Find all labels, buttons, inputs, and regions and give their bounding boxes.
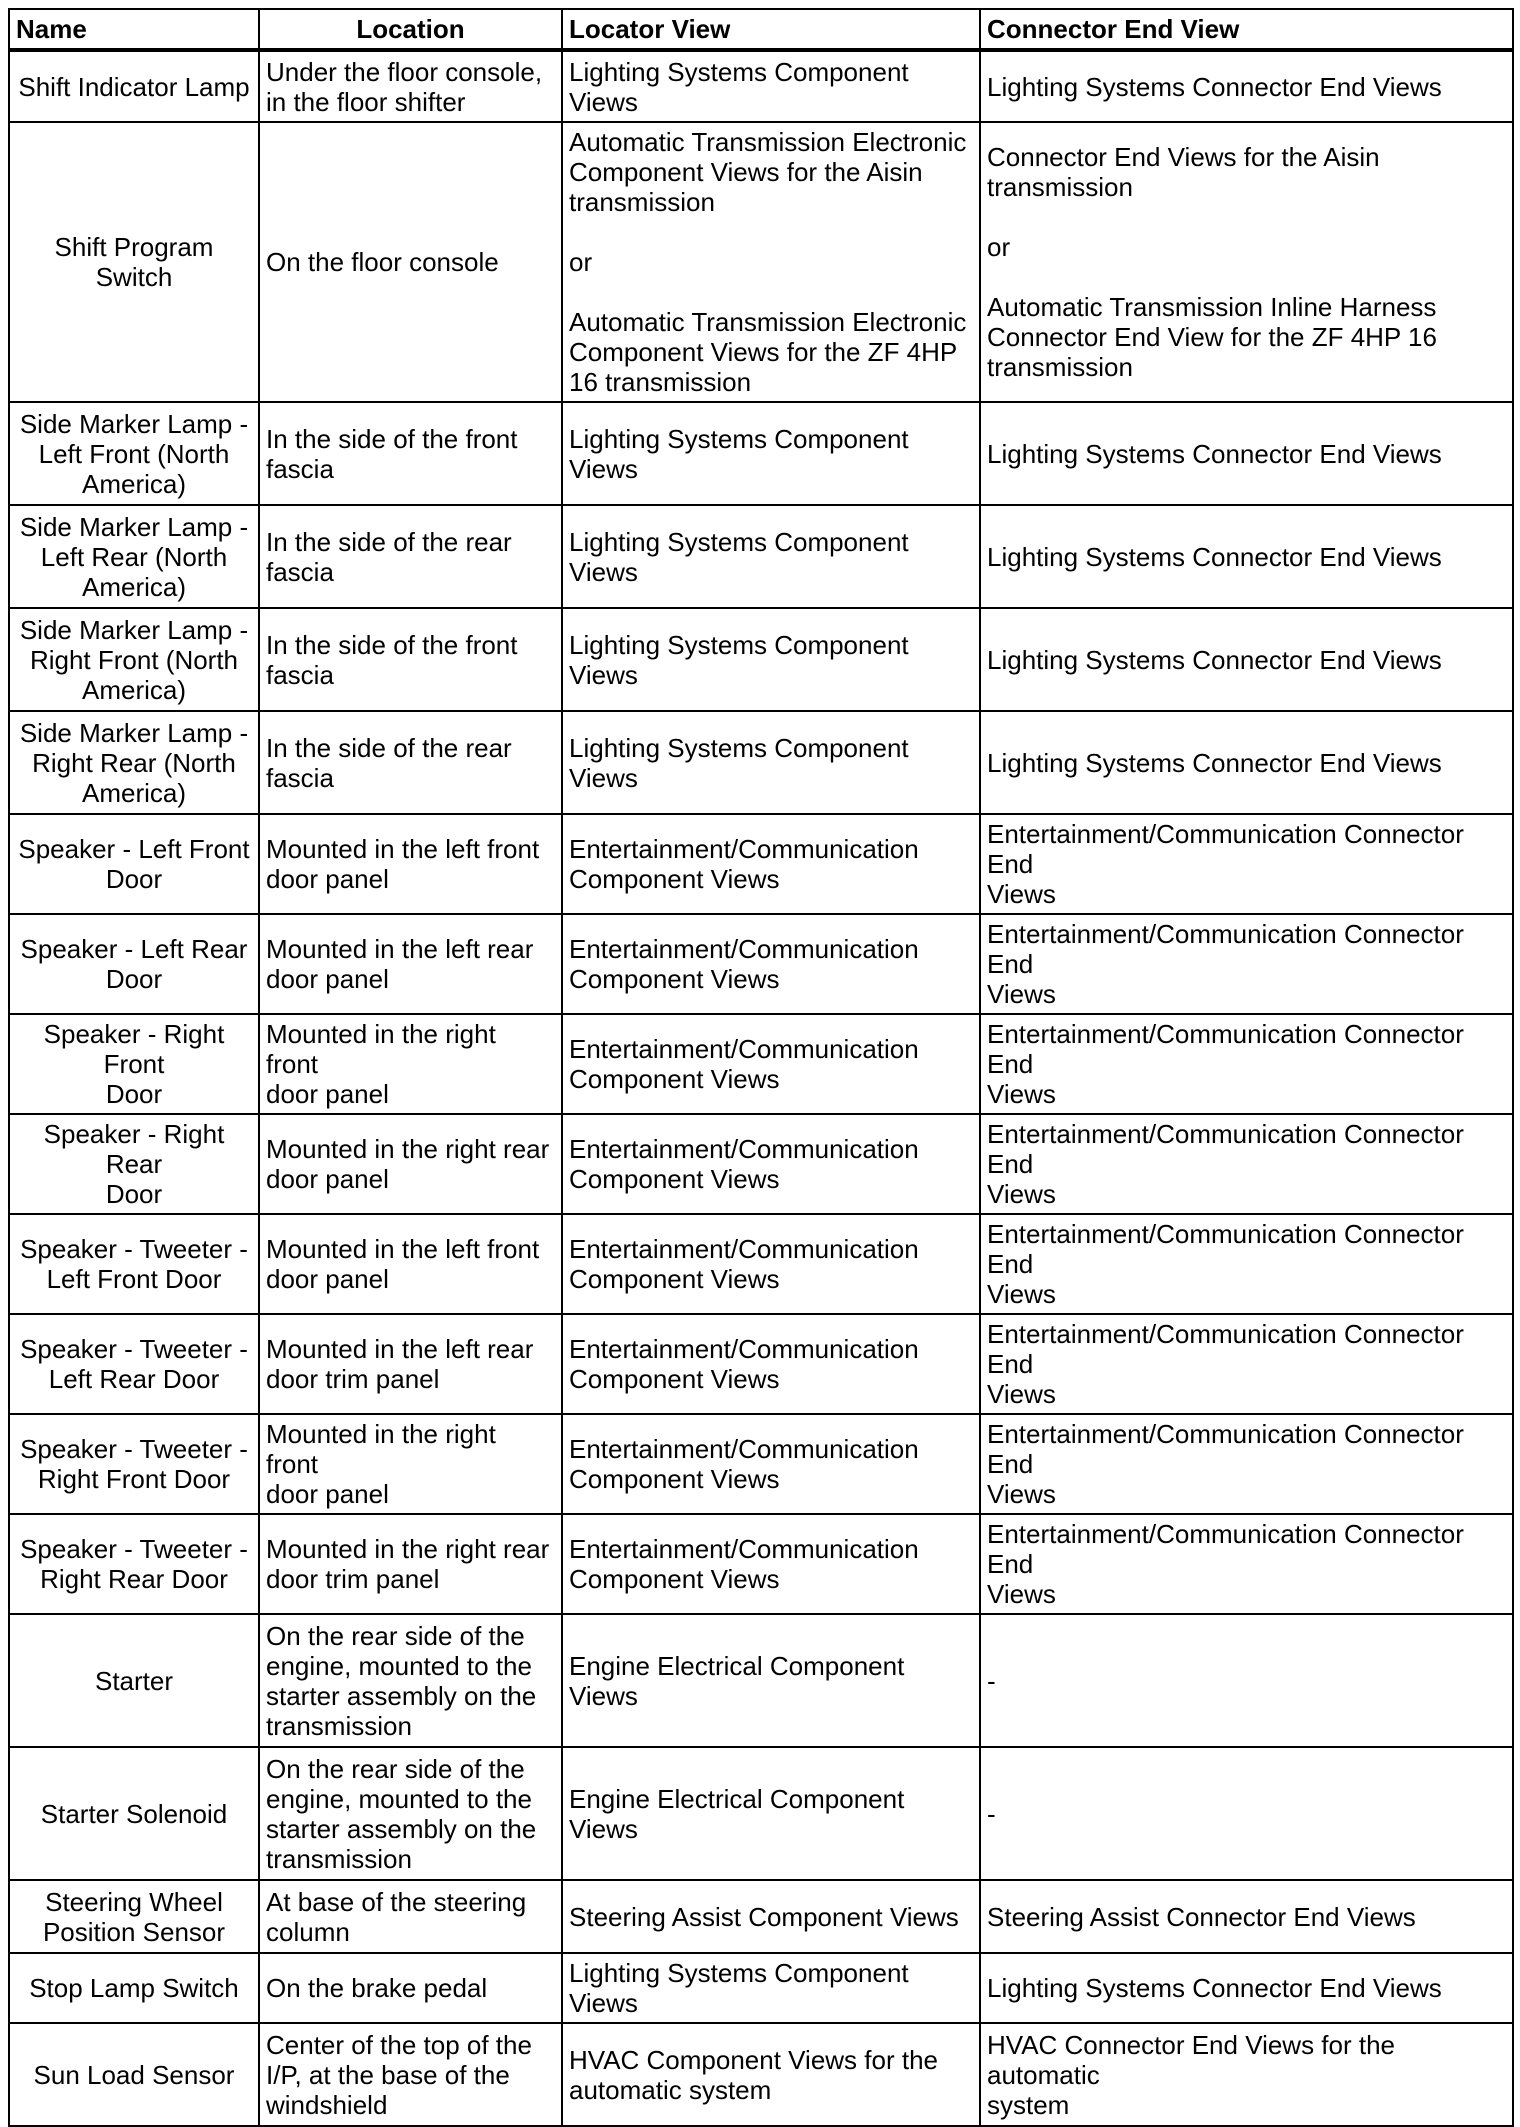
cell-location: In the side of the rear fascia [259,711,562,814]
cell-name: Speaker - Right Rear Door [9,1114,259,1214]
cell-locator-view: Lighting Systems Component Views [562,1953,980,2023]
cell-location: Mounted in the right front door panel [259,1014,562,1114]
table-row [9,1314,1513,1414]
cell-connector-end-view: HVAC Connector End Views for the automatic system [980,2023,1513,2126]
table-header-row [9,9,1513,50]
cell-locator-view: Lighting Systems Component Views [562,711,980,814]
cell-locator-view: Entertainment/Communication Component Views [562,1214,980,1314]
table-row [9,505,1513,608]
cell-name: Speaker - Tweeter - Left Rear Door [9,1314,259,1414]
cell-locator-view: Automatic Transmission Electronic Component Views for the Aisin transmission or Automatic Transmission Electronic Component Views for the ZF 4HP 16 transmission [562,122,980,402]
cell-location: Mounted in the left front door panel [259,1214,562,1314]
table-row [9,814,1513,914]
cell-name: Shift Program Switch [9,122,259,402]
header-connector-end-view: Connector End View [980,9,1513,50]
cell-connector-end-view: Entertainment/Communication Connector End Views [980,1114,1513,1214]
cell-locator-view: Entertainment/Communication Component Views [562,1514,980,1614]
cell-name: Speaker - Tweeter - Left Front Door [9,1214,259,1314]
cell-locator-view: HVAC Component Views for the automatic system [562,2023,980,2126]
cell-location: On the brake pedal [259,1953,562,2023]
cell-locator-view: Entertainment/Communication Component Views [562,1114,980,1214]
cell-connector-end-view: Steering Assist Connector End Views [980,1880,1513,1953]
cell-connector-end-view: Entertainment/Communication Connector End Views [980,814,1513,914]
table-row [9,1014,1513,1114]
cell-locator-view: Steering Assist Component Views [562,1880,980,1953]
cell-locator-view: Entertainment/Communication Component Views [562,1314,980,1414]
cell-name: Side Marker Lamp - Left Front (North America) [9,402,259,505]
table-row [9,50,1513,122]
table-row [9,914,1513,1014]
cell-connector-end-view: Entertainment/Communication Connector End Views [980,914,1513,1014]
cell-connector-end-view: Lighting Systems Connector End Views [980,608,1513,711]
cell-name: Speaker - Left Front Door [9,814,259,914]
cell-name: Sun Load Sensor [9,2023,259,2126]
cell-name: Stop Lamp Switch [9,1953,259,2023]
table-row [9,1214,1513,1314]
cell-location: Center of the top of the I/P, at the base of the windshield [259,2023,562,2126]
cell-locator-view: Entertainment/Communication Component Views [562,814,980,914]
cell-connector-end-view: Connector End Views for the Aisin transmission or Automatic Transmission Inline Harness Connector End View for the ZF 4HP 16 transmission [980,122,1513,402]
cell-connector-end-view: - [980,1614,1513,1747]
cell-locator-view: Entertainment/Communication Component Views [562,914,980,1014]
cell-locator-view: Engine Electrical Component Views [562,1614,980,1747]
cell-connector-end-view: Entertainment/Communication Connector End Views [980,1314,1513,1414]
table-row [9,608,1513,711]
cell-locator-view: Lighting Systems Component Views [562,402,980,505]
cell-location: On the floor console [259,122,562,402]
cell-name: Side Marker Lamp - Left Rear (North America) [9,505,259,608]
table-row [9,711,1513,814]
cell-connector-end-view: Entertainment/Communication Connector End Views [980,1514,1513,1614]
cell-locator-view: Entertainment/Communication Component Views [562,1014,980,1114]
component-locator-table [8,8,1514,2127]
table-row [9,1953,1513,2023]
table-row [9,1880,1513,1953]
cell-name: Side Marker Lamp - Right Front (North America) [9,608,259,711]
cell-location: Mounted in the right rear door trim panel [259,1514,562,1614]
cell-name: Speaker - Tweeter - Right Front Door [9,1414,259,1514]
cell-location: Mounted in the left rear door panel [259,914,562,1014]
cell-location: In the side of the rear fascia [259,505,562,608]
cell-location: On the rear side of the engine, mounted to the starter assembly on the transmission [259,1614,562,1747]
cell-connector-end-view: Lighting Systems Connector End Views [980,505,1513,608]
header-location: Location [259,9,562,50]
cell-connector-end-view: Lighting Systems Connector End Views [980,1953,1513,2023]
table-row [9,2023,1513,2126]
header-name: Name [9,9,259,50]
cell-connector-end-view: - [980,1747,1513,1880]
table-row [9,1414,1513,1514]
cell-connector-end-view: Entertainment/Communication Connector End Views [980,1014,1513,1114]
cell-name: Speaker - Left Rear Door [9,914,259,1014]
cell-connector-end-view: Lighting Systems Connector End Views [980,402,1513,505]
table-row [9,1747,1513,1880]
cell-name: Shift Indicator Lamp [9,50,259,122]
cell-locator-view: Lighting Systems Component Views [562,50,980,122]
table-row [9,122,1513,402]
cell-name: Speaker - Right Front Door [9,1014,259,1114]
cell-name: Starter Solenoid [9,1747,259,1880]
cell-locator-view: Lighting Systems Component Views [562,505,980,608]
cell-name: Speaker - Tweeter - Right Rear Door [9,1514,259,1614]
table-row [9,1614,1513,1747]
table-row [9,402,1513,505]
cell-connector-end-view: Entertainment/Communication Connector End Views [980,1214,1513,1314]
cell-name: Side Marker Lamp - Right Rear (North America) [9,711,259,814]
table-row [9,1514,1513,1614]
cell-connector-end-view: Lighting Systems Connector End Views [980,711,1513,814]
cell-location: Mounted in the left front door panel [259,814,562,914]
cell-location: Under the floor console, in the floor shifter [259,50,562,122]
cell-location: Mounted in the right front door panel [259,1414,562,1514]
cell-location: At base of the steering column [259,1880,562,1953]
cell-location: Mounted in the left rear door trim panel [259,1314,562,1414]
table-row [9,1114,1513,1214]
cell-location: On the rear side of the engine, mounted to the starter assembly on the transmission [259,1747,562,1880]
cell-connector-end-view: Entertainment/Communication Connector End Views [980,1414,1513,1514]
cell-location: In the side of the front fascia [259,402,562,505]
cell-locator-view: Lighting Systems Component Views [562,608,980,711]
cell-locator-view: Entertainment/Communication Component Views [562,1414,980,1514]
cell-connector-end-view: Lighting Systems Connector End Views [980,50,1513,122]
cell-name: Steering Wheel Position Sensor [9,1880,259,1953]
cell-location: In the side of the front fascia [259,608,562,711]
cell-name: Starter [9,1614,259,1747]
header-locator-view: Locator View [562,9,980,50]
cell-locator-view: Engine Electrical Component Views [562,1747,980,1880]
cell-location: Mounted in the right rear door panel [259,1114,562,1214]
